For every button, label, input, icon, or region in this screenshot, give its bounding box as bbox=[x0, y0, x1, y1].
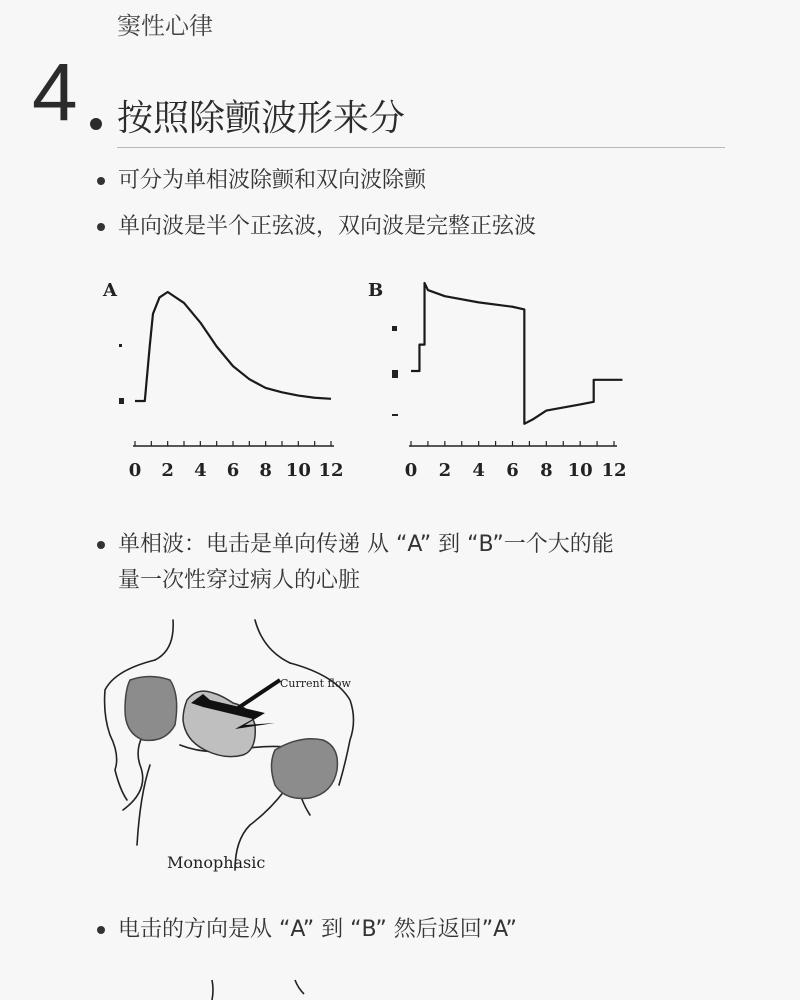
y-axis-mark bbox=[392, 326, 397, 331]
next-illustration-fragment bbox=[200, 978, 320, 1000]
x-tick-label: 4 bbox=[472, 460, 485, 481]
bullet-dot-icon bbox=[97, 926, 105, 934]
bullet-text: 电击的方向是从 “A” 到 “B” 然后返回”A” bbox=[118, 917, 517, 942]
body-line bbox=[137, 765, 150, 845]
y-axis-mark bbox=[392, 414, 398, 416]
section-number-dot bbox=[90, 118, 102, 130]
bullet-item-2 bbox=[92, 209, 536, 245]
x-tick-label: 6 bbox=[506, 460, 519, 481]
monophasic-waveform-chart bbox=[95, 270, 355, 485]
x-tick-label: 8 bbox=[540, 460, 553, 481]
x-tick-label: 2 bbox=[161, 460, 174, 481]
x-tick-label: 2 bbox=[438, 460, 452, 481]
bullet-item-3 bbox=[92, 527, 614, 599]
y-axis-mark bbox=[392, 370, 398, 378]
current-flow-label: Current flow bbox=[280, 677, 351, 690]
previous-heading-fragment: 窦性心律 bbox=[117, 12, 213, 40]
neck-outline bbox=[255, 620, 290, 663]
bullet-text: 单相波：电击是单向传递 从 “A” 到 “B”一个大的能 bbox=[118, 532, 614, 557]
y-axis-mark bbox=[119, 398, 124, 404]
section-title: 按照除颤波形来分 bbox=[117, 98, 406, 139]
chart-title: B bbox=[368, 280, 384, 301]
monophasic-defibrillation-illustration bbox=[95, 615, 395, 885]
x-tick-label: 4 bbox=[194, 460, 207, 481]
outline-fragment bbox=[295, 980, 304, 994]
section-number: 4 bbox=[32, 47, 78, 138]
bullet-item-4 bbox=[92, 912, 517, 948]
x-tick-label: 10 bbox=[285, 460, 311, 481]
outline-fragment bbox=[212, 980, 213, 1000]
waveform-line bbox=[135, 292, 331, 401]
bullet-dot-icon bbox=[97, 177, 105, 185]
bullet-dot-icon bbox=[97, 541, 105, 549]
x-tick-label: 10 bbox=[567, 460, 593, 481]
bullet-text-continued: 量一次性穿过病人的心脏 bbox=[118, 568, 361, 593]
x-tick-label: 8 bbox=[259, 460, 272, 481]
title-divider bbox=[117, 147, 725, 148]
neck-outline bbox=[155, 620, 173, 660]
monophasic-caption: Monophasic bbox=[167, 853, 266, 872]
x-tick-label: 12 bbox=[601, 460, 627, 481]
paddle-b bbox=[272, 739, 338, 799]
waveform-line bbox=[411, 283, 622, 424]
bullet-dot-icon bbox=[97, 223, 105, 231]
x-tick-label: 6 bbox=[226, 460, 240, 481]
bullet-text: 可分为单相波除颤和双向波除颤 bbox=[118, 168, 427, 193]
pointer-line bbox=[235, 680, 280, 710]
bullet-text: 单向波是半个正弦波，双向波是完整正弦波 bbox=[118, 214, 537, 239]
x-tick-label: 12 bbox=[318, 460, 344, 481]
bullet-item-1 bbox=[92, 163, 426, 199]
x-tick-label: 0 bbox=[404, 460, 418, 481]
paddle-a bbox=[125, 677, 177, 741]
chart-title: A bbox=[103, 280, 117, 301]
y-axis-mark bbox=[119, 344, 122, 347]
x-tick-label: 0 bbox=[128, 460, 142, 481]
biphasic-waveform-chart bbox=[360, 270, 650, 485]
